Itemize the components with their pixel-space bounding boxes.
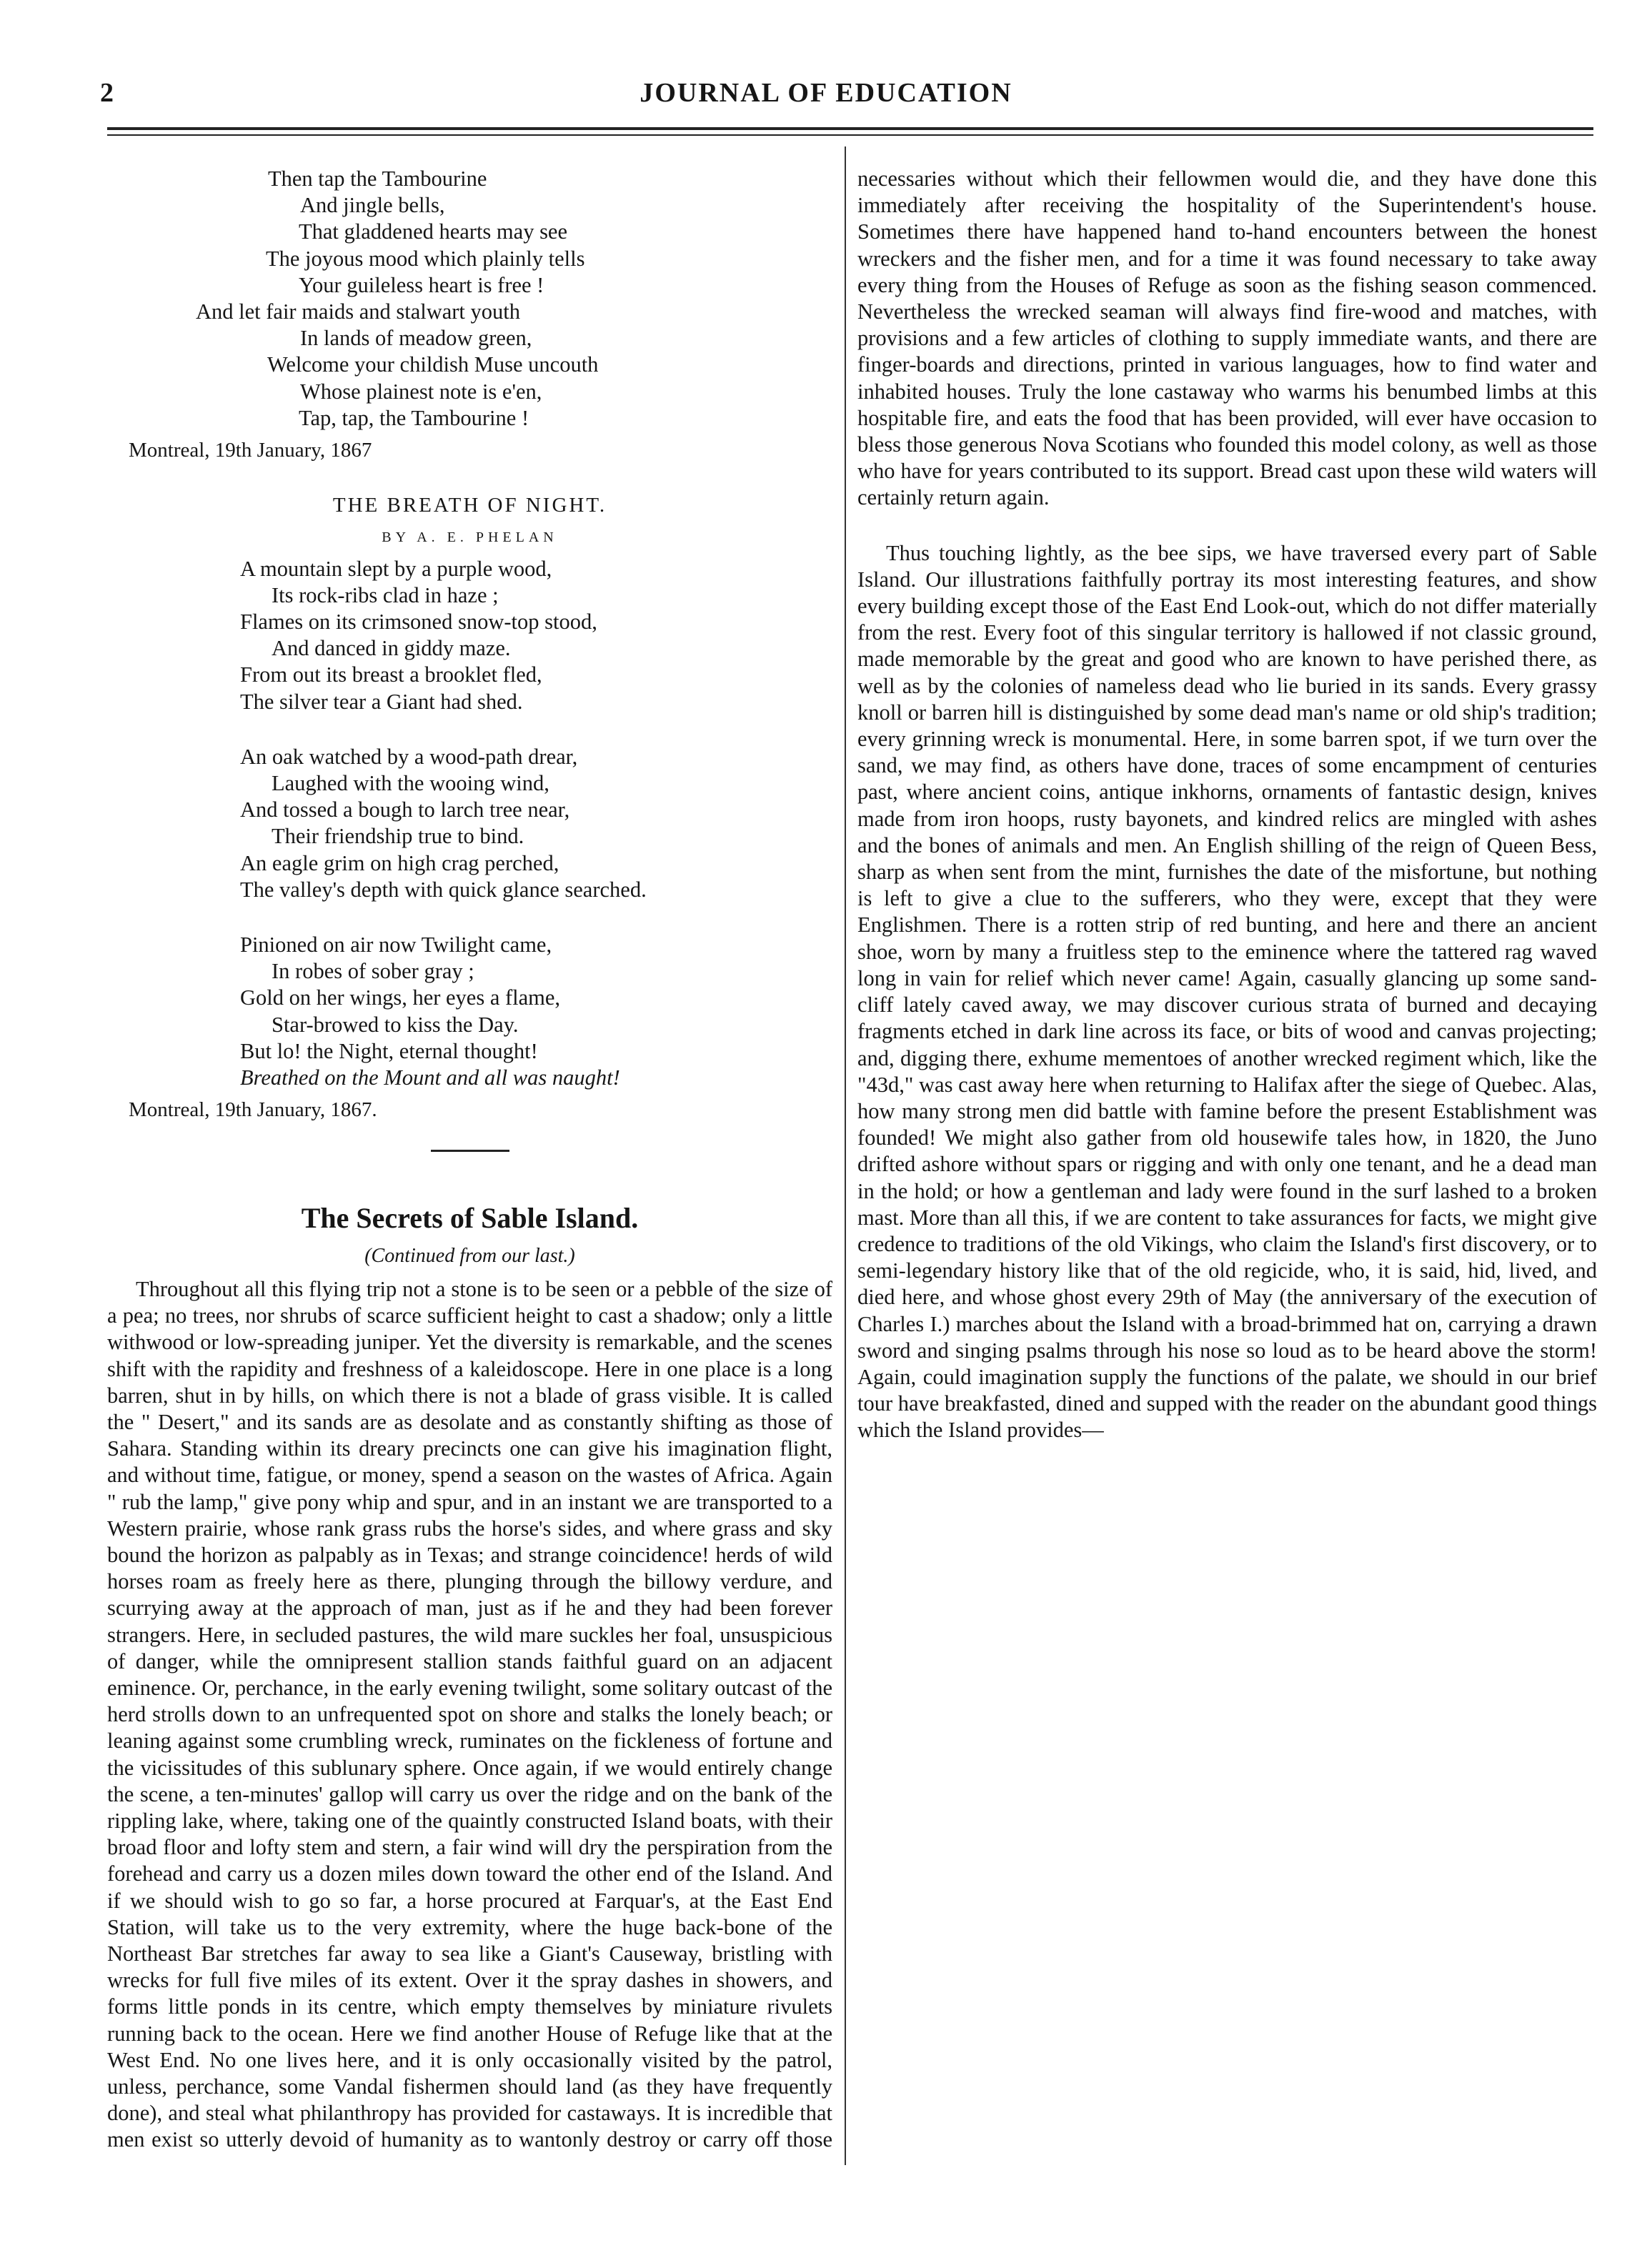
poem-line: From out its breast a brooklet fled, xyxy=(240,662,542,687)
poem-line: Your guileless heart is free ! xyxy=(299,272,544,297)
column-divider xyxy=(845,146,846,2165)
article-title: The Secrets of Sable Island. xyxy=(301,1201,639,1234)
article-body-left xyxy=(107,1276,832,2154)
poem-line: An eagle grim on high crag perched, xyxy=(240,850,559,875)
poem-line: Laughed with the wooing wind, xyxy=(272,771,549,796)
dateline: Montreal, 19th January, 1867. xyxy=(129,1098,377,1122)
poem-line: But lo! the Night, eternal thought! xyxy=(240,1038,538,1063)
poem-line: A mountain slept by a purple wood, xyxy=(240,556,552,581)
article-paragraph-continued: necessaries without which their fellowmen would die, and they have done this immediately after receiving the hospitality of the Superintendent's house. Sometimes there have happened hand to-hand encounters between the honest wreckers and the fisher men, and for a time it was found necessary to take away every thing from the Houses of Refuge as soon as the fishing season commenced. Nevertheless the wrecked seaman will always find fire-wood and matches, with provisions and a few articles of clothing to supply immediate wants, and there are finger-boards and directions, printed in various languages, how to find water and inhabited houses. Truly the lone castaway who warms his benumbed limbs at this hospitable fire, and eats the food that has been provided, will ever have occasion to bless those generous Nova Scotians who founded this model colony, as well as those who have for years contributed to its support. Bread cast upon these wild waters will certainly return again. xyxy=(857,166,1597,510)
poem-line: Welcome your childish Muse uncouth xyxy=(267,352,599,377)
poem-title: THE BREATH OF NIGHT. xyxy=(332,494,607,517)
poem-line: And let fair maids and stalwart youth xyxy=(196,299,521,324)
section-rule xyxy=(431,1150,509,1152)
poem-tambourine xyxy=(107,166,832,464)
poem-line: The silver tear a Giant had shed. xyxy=(240,689,523,714)
article-body-right xyxy=(857,166,1597,1444)
poem-line: In robes of sober gray ; xyxy=(272,959,474,984)
article-paragraph: Throughout all this flying trip not a stone is to be seen or a pebble of the size of a pea; no trees, nor shrubs of scarce sufficient height to cast a shadow; only a little withwood or low-spreading juniper. Yet the diversity is remarkable, and the scenes shift with the rapidity and freshness of a kaleidoscope. Here in one place is a long barren, shut in by hills, on which there is not a blade of grass visible. It is called the " Desert," and its sands are as desolate and as constantly shifting as those of Sahara. Standing within its dreary precincts one can give his imagination flight, and without time, fatigue, or money, spend a season on the wastes of Africa. Again " rub the lamp," give pony whip and spur, and in an instant we are transported to a Western prairie, whose rank grass rubs the horse's sides, and where grass and sky bound the horizon as palpably as in Texas; and strange coincidence! herds of wild horses roam as freely here as there, plunging through the billowy verdure, and scurrying away at the approach of man, just as if he and they had been forever strangers. Here, in secluded pastures, the wild mare suckles her foal, unsuspicious of danger, while the omnipresent stallion stands faithful guard on an adjacent eminence. Or, perchance, in the early evening twilight, some solitary outcast of the herd strolls down to an unfrequented spot on shore and stalks the lonely beach; or leaning against some crumbling wreck, ruminates on the fickleness of fortune and the vicissitudes of this sublunary sphere. Once again, if we would entirely change the scene, a ten-minutes' gallop will carry us over the ridge and on the bank of the rippling lake, where, taking one of the quaintly constructed Island boats, with their broad floor and lofty stem and stern, a fair wind will dry the perspiration from the forehead and carry us a dozen miles down toward the other end of the Island. And if we should wish to go so far, a horse procured at Farquar's, at the East End Station, will take us to the very extremity, where the huge back-bone of the Northeast Bar stretches far away to sea like a Giant's Causeway, bristling with wrecks for full five miles of its extent. Over it the spray dashes in showers, and forms little ponds in its centre, which empty themselves by miniature rivulets running back to the ocean. Here we find another House of Refuge like that at the West End. No one lives here, and it is only occasionally visited by the patrol, unless, perchance, some Vandal fishermen should land (as they have frequently done), and steal what philanthropy has provided for castaways. It is incredible that men exist so utterly devoid of humanity as to wantonly destroy or carry off those xyxy=(107,1276,832,2152)
poem-line: Tap, tap, the Tambourine ! xyxy=(299,405,529,430)
poem-line: The valley's depth with quick glance searched. xyxy=(240,877,647,902)
poem-line: The joyous mood which plainly tells xyxy=(266,246,585,271)
poem-breath-of-night xyxy=(107,556,832,1124)
poem-line: Whose plainest note is e'en, xyxy=(300,379,542,404)
page-number: 2 xyxy=(100,78,114,108)
poem-line: Then tap the Tambourine xyxy=(268,166,487,191)
left-column xyxy=(107,166,832,2154)
poem-line: Gold on her wings, her eyes a flame, xyxy=(240,985,561,1010)
dateline: Montreal, 19th January, 1867 xyxy=(129,439,372,462)
poem-line: That gladdened hearts may see xyxy=(299,219,568,244)
poem-line: And jingle bells, xyxy=(300,193,445,218)
running-title: JOURNAL OF EDUCATION xyxy=(640,78,1012,108)
poem-line: Their friendship true to bind. xyxy=(272,824,524,849)
right-column xyxy=(857,166,1597,1444)
header-rule-thick xyxy=(107,127,1593,130)
poem-author: BY A. E. PHELAN xyxy=(382,529,558,546)
header-rule-thin xyxy=(107,134,1593,136)
poem-line: And danced in giddy maze. xyxy=(272,636,511,661)
poem-line: Star-browed to kiss the Day. xyxy=(272,1012,519,1037)
poem-line: An oak watched by a wood-path drear, xyxy=(240,744,578,769)
poem-line: Its rock-ribs clad in haze ; xyxy=(272,582,499,607)
poem-line: And tossed a bough to larch tree near, xyxy=(240,797,570,822)
poem-line: Flames on its crimsoned snow-top stood, xyxy=(240,610,597,635)
poem-line: In lands of meadow green, xyxy=(300,326,532,351)
article-paragraph: Thus touching lightly, as the bee sips, we have traversed every part of Sable Island. Our illustrations faithfully portray its most interesting features, and show every building except those of the East End Look-out, which do not differ materially from the rest. Every foot of this singular territory is hallowed if not classic ground, made memorable by the great and good who are known to have perished there, as well as by the colonies of nameless dead who lie buried in its sands. Every grassy knoll or barren hill is distinguished by some dead man's name or old ship's tradition; every grinning wreck is monumental. Here, in some barren spot, if we turn over the sand, we may find, as others have done, traces of some encampment of centuries past, where ancient coins, antique inkhorns, ornaments of fantastic design, knives made from iron hoops, rusty bayonets, and kindred relics are mingled with ashes and the bones of animals and men. An English shilling of the reign of Queen Bess, sharp as when sent from the mint, furnishes the date of the misfortune, but nothing is left to give a clue to the sufferers, who they were, except that they were Englishmen. There is a rotten strip of red bunting, and here and there an ancient shoe, worn by many a fruitless step to the eminence where the tattered rag waved long in vain for relief which never came! Again, casually glancing up some sand-cliff lately caved away, we may discover curious strata of burned and decaying fragments etched in dark line across its face, or bits of wood and canvas projecting; and, digging there, exhume mementoes of another wrecked regiment which, like the "43d," was cast away here when returning to Halifax after the siege of Quebec. Alas, how many strong men did battle with famine before the present Establishment was founded! We might also gather from old housewife tales how, in 1820, the Juno drifted ashore without spars or rigging and with only one tenant, and he a dead man in the hold; or how a gentleman and lady were found in the surf lashed to a broken mast. More than all this, if we are content to take assurances for facts, we might give credence to traditions of the old Vikings, who claim the Island's first discovery, or to semi-legendary history like that of the old regicide, who, it is said, hid, lived, and died here, and whose ghost every 29th of May (the anniversary of the execution of Charles I.) marches about the Island with a broad-brimmed hat on, carrying a drawn sword and singing psalms through his nose so loud as to be heard above the storm! Again, could imagination supply the functions of the palate, we should in our brief tour have breakfasted, dined and supped with the reader on the abundant good things which the Island provides— xyxy=(857,540,1598,1443)
poem-line: Pinioned on air now Twilight came, xyxy=(240,932,552,958)
article-subtitle: (Continued from our last.) xyxy=(364,1244,575,1267)
poem-line: Breathed on the Mount and all was naught! xyxy=(240,1065,620,1090)
